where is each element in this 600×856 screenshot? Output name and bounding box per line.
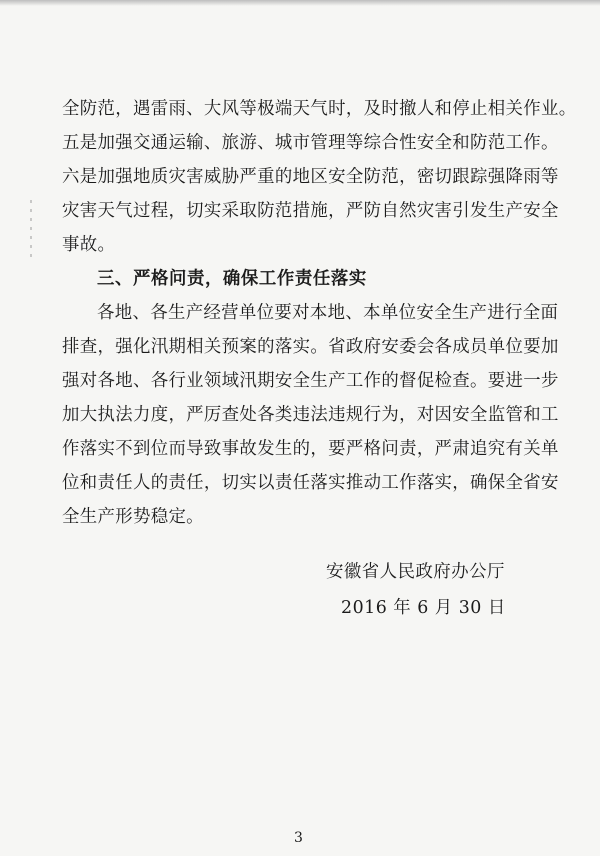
text-line: 作落实不到位而导致事故发生的，要严格问责，严肃追究有关单 <box>62 439 559 459</box>
text-line: 事故。 <box>62 235 116 255</box>
section-heading: 三、严格问责，确保工作责任落实 <box>97 269 367 289</box>
text-line: 全生产形势稳定。 <box>62 507 204 527</box>
text-line: 加大执法力度，严厉查处各类违法违规行为，对因安全监管和工 <box>62 405 559 425</box>
text-line: 强对各地、各行业领域汛期安全生产工作的督促检查。要进一步 <box>62 371 559 391</box>
text-line: 全防范，遇雷雨、大风等极端天气时，及时撤人和停止相关作业。 <box>62 99 577 119</box>
text-line: 排查，强化汛期相关预案的落实。省政府安委会各成员单位要加 <box>62 337 559 357</box>
text-line: 六是加强地质灾害威胁严重的地区安全防范，密切跟踪强降雨等 <box>62 167 559 187</box>
text-line: 位和责任人的责任，切实以责任落实推动工作落实，确保全省安 <box>62 473 559 493</box>
issue-date: 2016 年 6 月 30 日 <box>341 598 506 618</box>
text-line: 五是加强交通运输、旅游、城市管理等综合性安全和防范工作。 <box>62 133 559 153</box>
issuer-signature: 安徽省人民政府办公厅 <box>326 562 505 582</box>
text-line: 各地、各生产经营单位要对本地、本单位安全生产进行全面 <box>97 303 559 323</box>
page-number: 3 <box>294 830 303 846</box>
text-line: 灾害天气过程，切实采取防范措施，严防自然灾害引发生产安全 <box>62 201 559 221</box>
